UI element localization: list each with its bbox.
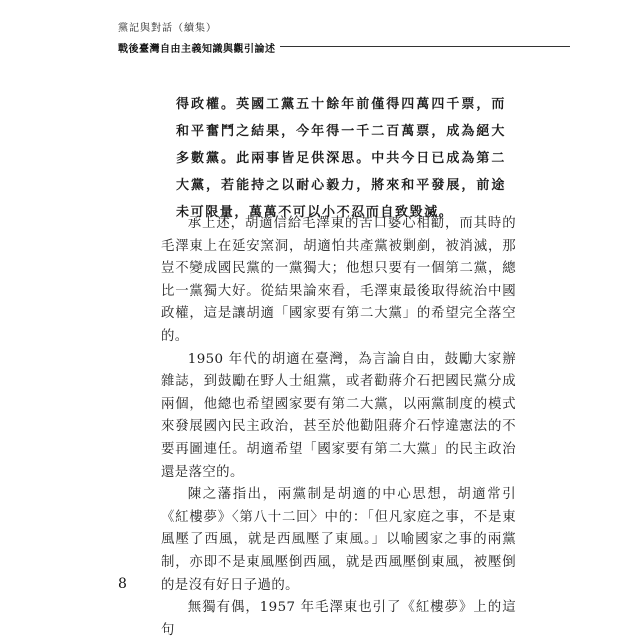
body-paragraph-2: 1950 年代的胡適在臺灣，為言論自由，鼓勵大家辦雜誌，到鼓勵在野人士組黨，或者勸蔣介石把國民黨分成兩個，他總也希望國家要有第二大黨，以兩黨制度的模式來發展國內民主政治，甚至於他勸阻蔣介石悖違憲法的不要再圖連任。胡適希望「國家要有第二大黨」的民主政治還是落空的。 bbox=[161, 351, 516, 480]
book-title-row bbox=[118, 37, 558, 53]
series-title: 黨記與對話（續集） bbox=[118, 23, 217, 34]
page-number: 8 bbox=[118, 576, 127, 592]
body-text bbox=[161, 213, 516, 642]
block-quote bbox=[176, 91, 506, 226]
book-title: 戰後臺灣自由主義知識與觀引論述 bbox=[118, 44, 280, 55]
body-paragraph-4: 無獨有偶，1957 年毛澤東也引了《紅樓夢》上的這句 bbox=[161, 600, 516, 638]
body-paragraph-1: 承上述，胡適信給毛澤東的苦口婆心相勸，而其時的毛澤東上在延安窯洞，胡適怕共產黨被剿剷，被消滅，那豈不變成國民黨的一黨獨大；他想只要有一個第二黨，總比一黨獨大好。從結果論來看，毛澤東最後取得統治中國政權，這是讓胡適「國家要有第二大黨」的希望完全落空的。 bbox=[161, 216, 516, 344]
running-header bbox=[118, 22, 558, 53]
body-paragraph-3: 陳之藩指出，兩黨制是胡適的中心思想，胡適常引《紅樓夢》〈第八十二回〉中的：「但凡家庭之事，不是東風壓了西風，就是西風壓了東風。」以喻國家之事的兩黨制，亦即不是東風壓倒西風，就是西風壓倒東風，被壓倒的是沒有好日子過的。 bbox=[161, 487, 516, 593]
block-quote-text: 得政權。英國工黨五十餘年前僅得四萬四千票，而和平奮鬥之結果，今年得一千二百萬票，成為絕大多數黨。此兩事皆足供深思。中共今日已成為第二大黨，若能持之以耐心毅力，將來和平發展，前途未可限量，萬萬不可以小不忍而自致毀滅。 bbox=[176, 97, 506, 220]
